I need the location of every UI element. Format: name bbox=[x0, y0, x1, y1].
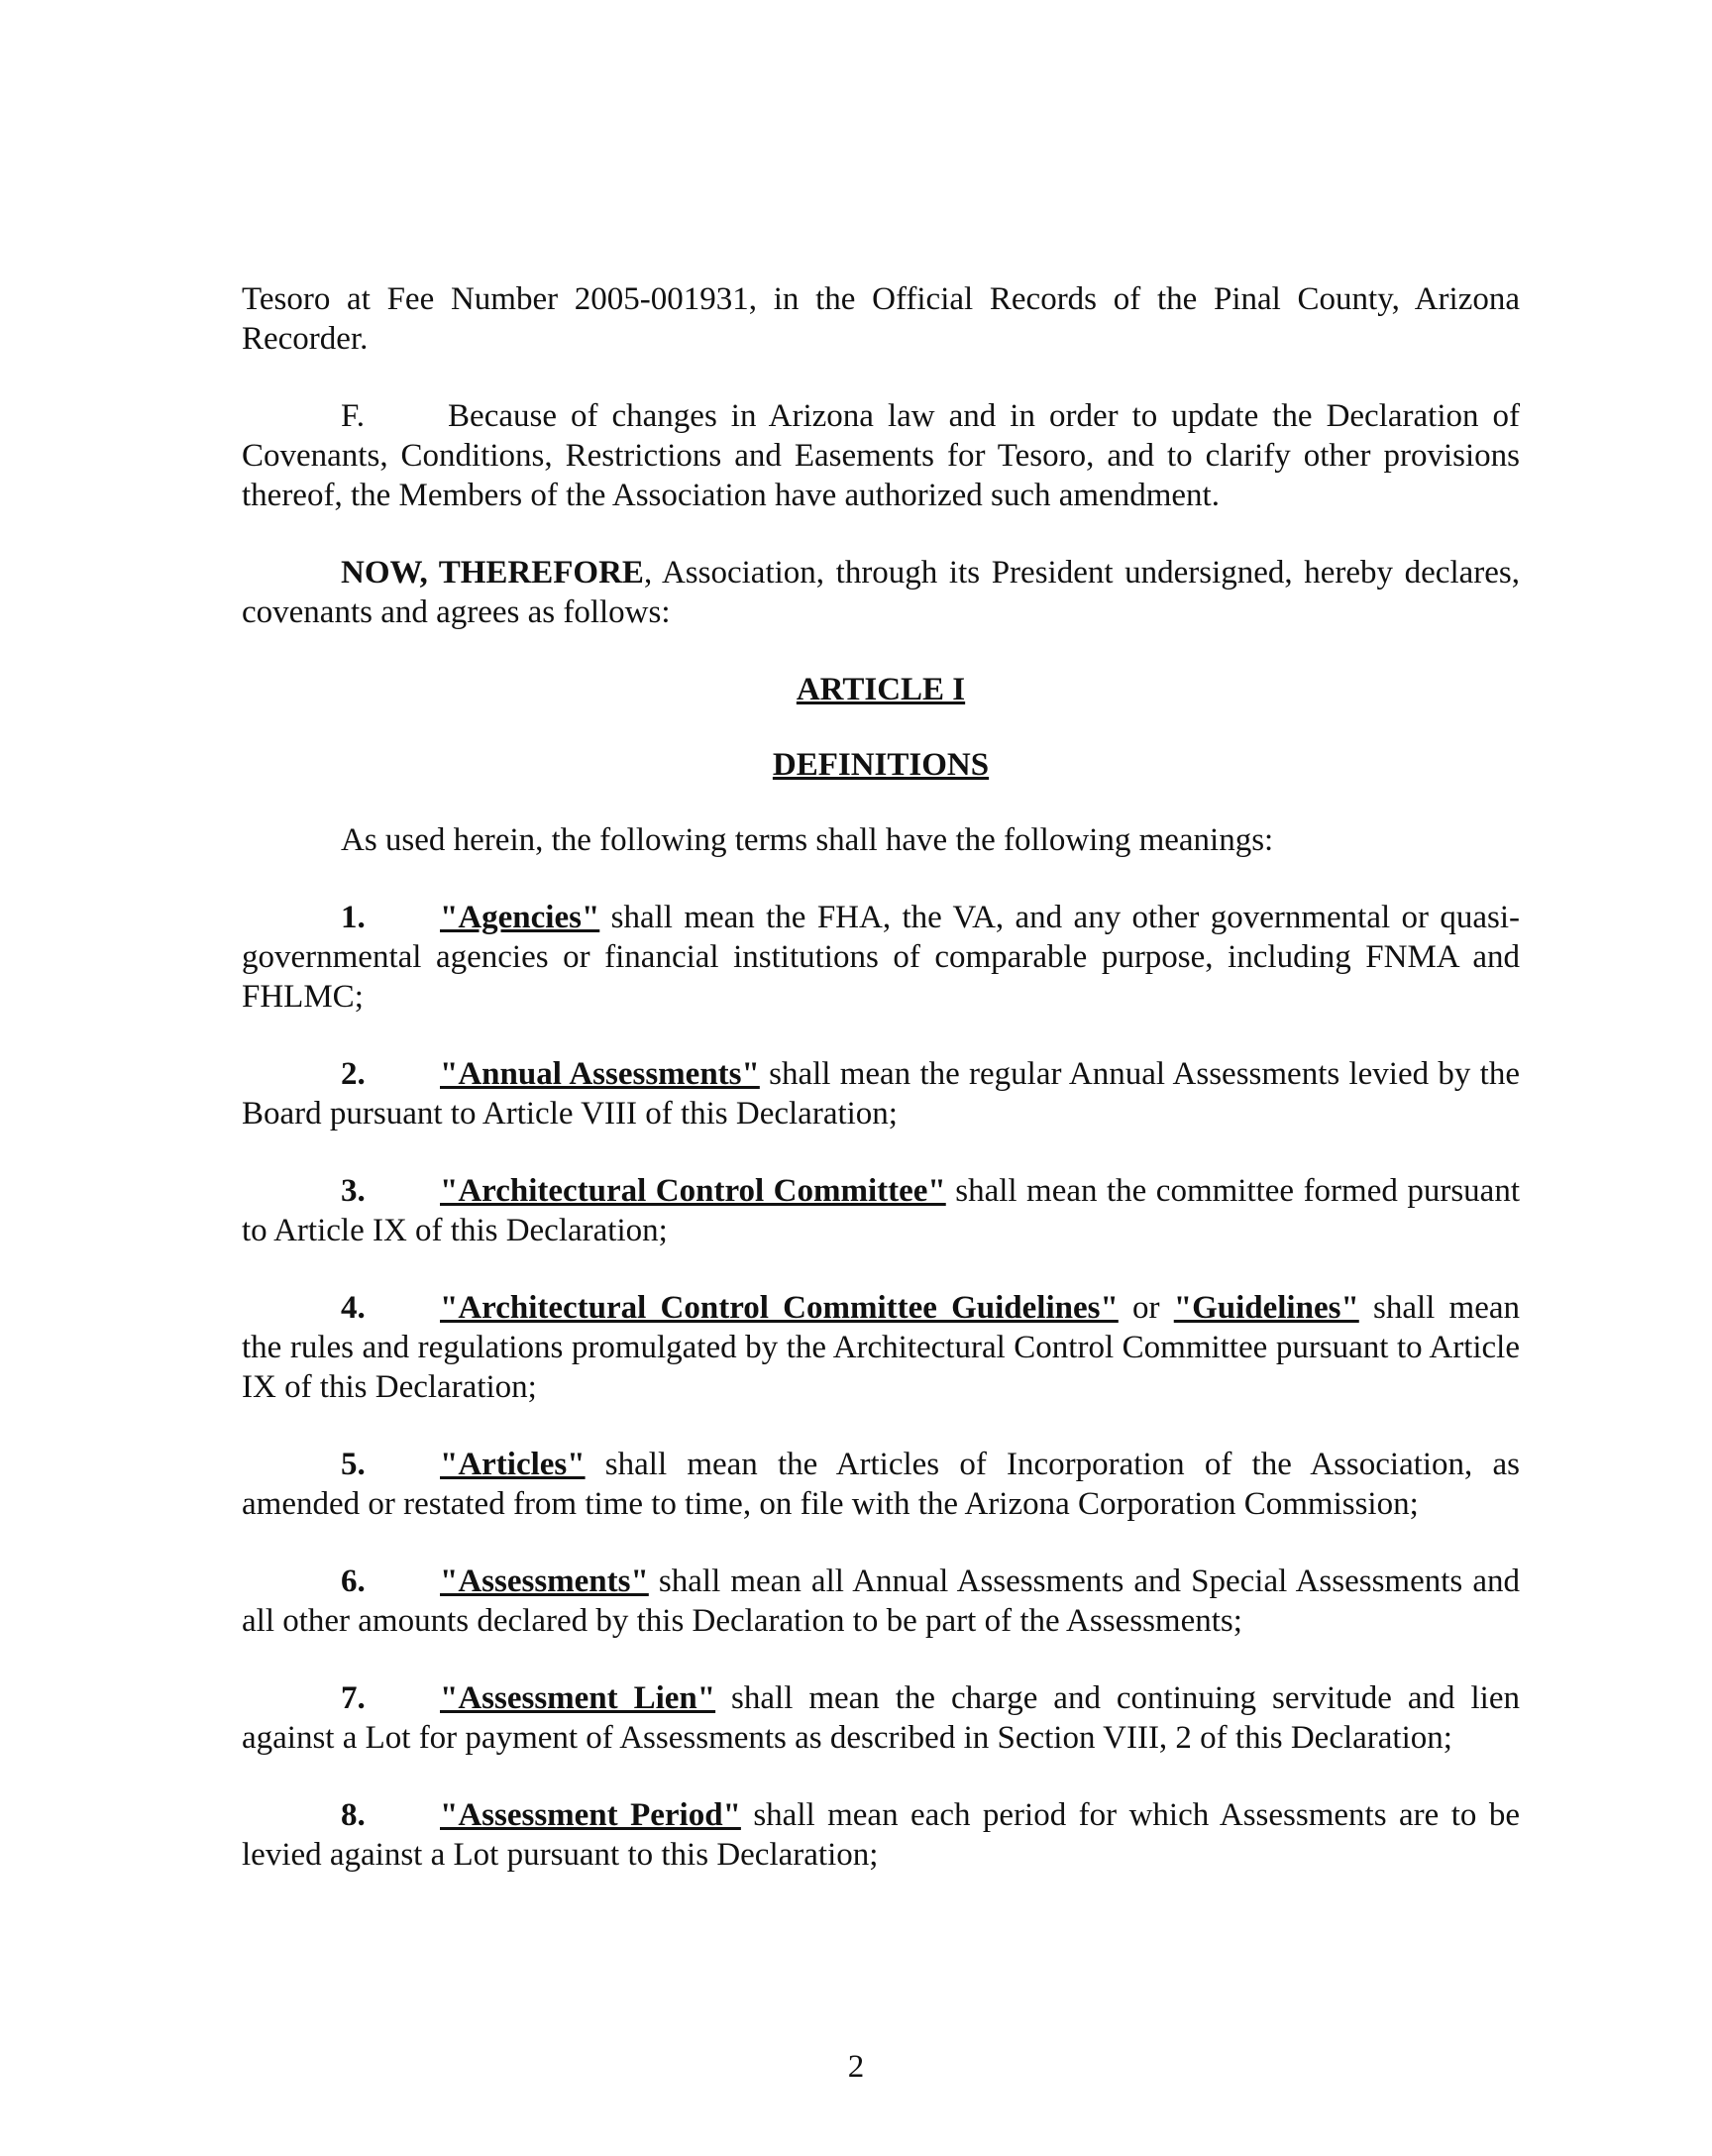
definition-text: shall mean the rules and regulations promulgated by the Architectural Control Committee pursuant to Article IX of this Declaration; bbox=[242, 1290, 1520, 1405]
intro-continuation: Tesoro at Fee Number 2005-001931, in the Official Records of the Pinal County, Arizona Recorder. bbox=[242, 281, 1520, 357]
definition-text: shall mean the charge and continuing servitude and lien against a Lot for payment of Assessments as described in Section VIII, 2 of this Declaration; bbox=[242, 1680, 1520, 1756]
article-lead: As used herein, the following terms shall have the following meanings: bbox=[341, 822, 1274, 858]
definition-number: 3. bbox=[341, 1173, 366, 1209]
definition-item bbox=[242, 1678, 1520, 1758]
definition-term-alt: "Guidelines" bbox=[1173, 1290, 1359, 1326]
definitions-list bbox=[242, 898, 1520, 1875]
now-therefore-text: , Association, through its President undersigned, hereby declares, covenants and agrees as follows: bbox=[242, 555, 1521, 630]
definition-term: "Assessment Period" bbox=[440, 1797, 741, 1833]
definition-item bbox=[242, 1171, 1520, 1250]
definition-item bbox=[242, 1288, 1520, 1407]
page-content bbox=[242, 279, 1520, 1912]
definition-text: shall mean the regular Annual Assessments levied by the Board pursuant to Article VIII of this Declaration; bbox=[242, 1056, 1520, 1132]
definition-term: "Assessments" bbox=[440, 1563, 649, 1599]
definition-item bbox=[242, 1445, 1520, 1524]
definition-text: shall mean the FHA, the VA, and any other governmental or quasi-governmental agencies or financial institutions of comparable purpose, including FNMA and FHLMC; bbox=[242, 900, 1520, 1015]
article-title: DEFINITIONS bbox=[772, 747, 990, 783]
recital-f bbox=[242, 396, 1520, 515]
definition-term: "Articles" bbox=[440, 1447, 586, 1482]
definition-text: shall mean each period for which Assessments are to be levied against a Lot pursuant to this Declaration; bbox=[242, 1797, 1520, 1873]
recital-f-label: F. bbox=[341, 398, 365, 434]
definition-item bbox=[242, 1795, 1520, 1875]
definition-number: 8. bbox=[341, 1797, 366, 1833]
definition-connector: or bbox=[1118, 1290, 1174, 1326]
definition-term: "Annual Assessments" bbox=[440, 1056, 760, 1092]
now-therefore-paragraph bbox=[242, 553, 1520, 632]
definition-term: "Agencies" bbox=[440, 900, 600, 935]
definition-term: "Architectural Control Committee Guidelines" bbox=[440, 1290, 1119, 1326]
definition-text: shall mean all Annual Assessments and Special Assessments and all other amounts declared by this Declaration to be part of the Assessments; bbox=[242, 1563, 1520, 1639]
definition-number: 7. bbox=[341, 1680, 366, 1716]
definition-number: 5. bbox=[341, 1447, 366, 1482]
definition-term: "Assessment Lien" bbox=[440, 1680, 716, 1716]
recital-f-text: Because of changes in Arizona law and in order to update the Declaration of Covenants, Conditions, Restrictions and Easements for Tesoro, and to clarify other provisions thereof, the Members of the Association have authorized such amendment. bbox=[242, 398, 1520, 513]
definition-text: shall mean the Articles of Incorporation of the Association, as amended or restated from time to time, on file with the Arizona Corporation Commission; bbox=[242, 1447, 1520, 1522]
definition-item bbox=[242, 1054, 1520, 1133]
definition-term: "Architectural Control Committee" bbox=[440, 1173, 946, 1209]
definition-number: 4. bbox=[341, 1290, 366, 1326]
definition-number: 2. bbox=[341, 1056, 366, 1092]
definition-item bbox=[242, 1562, 1520, 1641]
article-number: ARTICLE I bbox=[796, 672, 966, 707]
now-therefore-bold: NOW, THEREFORE bbox=[341, 555, 644, 591]
definition-number: 6. bbox=[341, 1563, 366, 1599]
definition-text: shall mean the committee formed pursuant to Article IX of this Declaration; bbox=[242, 1173, 1520, 1248]
definition-number: 1. bbox=[341, 900, 366, 935]
page-number: 2 bbox=[847, 2049, 865, 2085]
definition-item bbox=[242, 898, 1520, 1017]
